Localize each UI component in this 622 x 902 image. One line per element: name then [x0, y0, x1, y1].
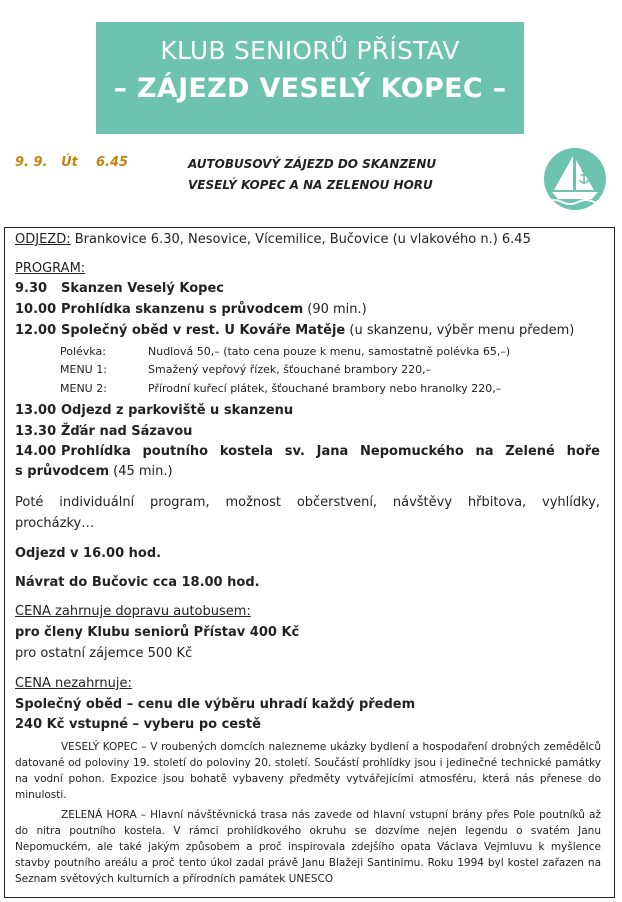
price-label: CENA zahrnuje dopravu autobusem:: [15, 604, 251, 619]
note-zelena-hora: ZELENÁ HORA – Hlavní návštěvnická trasa nás zavede od hlavní vstupní brány přes Pole poutníků až do nitra poutního kostela. V rámci prohlídkového okruhu se dozvíme nejen legendu o svatém Janu Nepomuckém, ale také jakým způsobem a proč inspirovala zdejšího opata Václava Vejmluvu k myšlence stavby poutního areálu a proč tento úkol zadal právě Janu Blažeji Santinimu. Roku 1994 byl kostel zařazen na Seznam světových kulturních a přírodních památek UNESCO: [15, 809, 601, 885]
note-vesely-kopec: VESELÝ KOPEC – V roubených domcích nalezneme ukázky bydlení a hospodaření drobných zemědělců datované od poloviny 19. století do poloviny 20. století. Součástí prohlídky jsou i jedinečné technické památky na vodní pohon. Expozice jsou bohatě vybaveny předměty vytvářejícími atmosféru, která nás přenese do minulosti.: [15, 741, 601, 801]
program-item: 10.00 Prohlídka skanzenu s průvodcem (90 min.): [15, 302, 367, 317]
afterwards-text: Poté individuální program, možnost občerstvení, návštěvy hřbitova, vyhlídky, procházky…: [15, 495, 600, 531]
event-time: 6.45: [95, 155, 129, 170]
header-banner: [96, 22, 524, 134]
departure-text: Brankovice 6.30, Nesovice, Vícemilice, Bučovice (u vlakového n.) 6.45: [70, 232, 531, 247]
header-title-trip: – ZÁJEZD VESELÝ KOPEC –: [113, 73, 507, 104]
price-members: pro členy Klubu seniorů Přístav 400 Kč: [15, 625, 300, 640]
sailboat-anchor-logo: [540, 146, 610, 212]
excluded-line-2: 240 Kč vstupné – vyberu po cestě: [15, 717, 261, 732]
departure-label: ODJEZD:: [15, 232, 71, 247]
return-time: Návrat do Bučovic cca 18.00 hod.: [15, 575, 260, 590]
event-weekday: Út: [61, 155, 78, 170]
menu-row: Polévka: Nudlová 50,– (tato cena pouze k menu, samostatně polévka 65,–): [60, 345, 511, 358]
program-item: 14.00 Prohlídka poutního kostela sv. Jana Nepomuckého na Zelené hoře: [15, 444, 600, 459]
header-title-club: KLUB SENIORŮ PŘÍSTAV: [160, 36, 460, 65]
program-item: 13.00 Odjezd z parkoviště u skanzenu: [15, 403, 294, 418]
program-item: 9.30 Skanzen Veselý Kopec: [15, 281, 224, 296]
event-subtitle: [188, 154, 436, 196]
program-item: 13.30 Žďár nad Sázavou: [15, 424, 193, 439]
excluded-label: CENA nezahrnuje:: [15, 676, 132, 691]
menu-row: MENU 1: Smažený vepřový řízek, šťouchané brambory 220,–: [60, 363, 432, 376]
subtitle-line-2: VESELÝ KOPEC A NA ZELENOU HORU: [188, 178, 433, 192]
excluded-line-1: Společný oběd – cenu dle výběru uhradí každý předem: [15, 697, 416, 712]
event-details-box: [4, 227, 615, 898]
event-day: 9. 9.: [15, 155, 48, 170]
menu-row: MENU 2: Přírodní kuřecí plátek, šťouchané brambory nebo hranolky 220,–: [60, 382, 502, 395]
program-item-continued: s průvodcem (45 min.): [15, 464, 173, 479]
departure-back: Odjezd v 16.00 hod.: [15, 546, 162, 561]
price-others: pro ostatní zájemce 500 Kč: [15, 646, 193, 661]
subtitle-line-1: AUTOBUSOVÝ ZÁJEZD DO SKANZENU: [188, 157, 437, 171]
event-date: [15, 155, 128, 170]
program-label: PROGRAM:: [15, 261, 86, 276]
departure-row: [15, 232, 531, 247]
program-item: 12.00 Společný oběd v rest. U Kováře Matěje (u skanzenu, výběr menu předem): [15, 323, 575, 338]
